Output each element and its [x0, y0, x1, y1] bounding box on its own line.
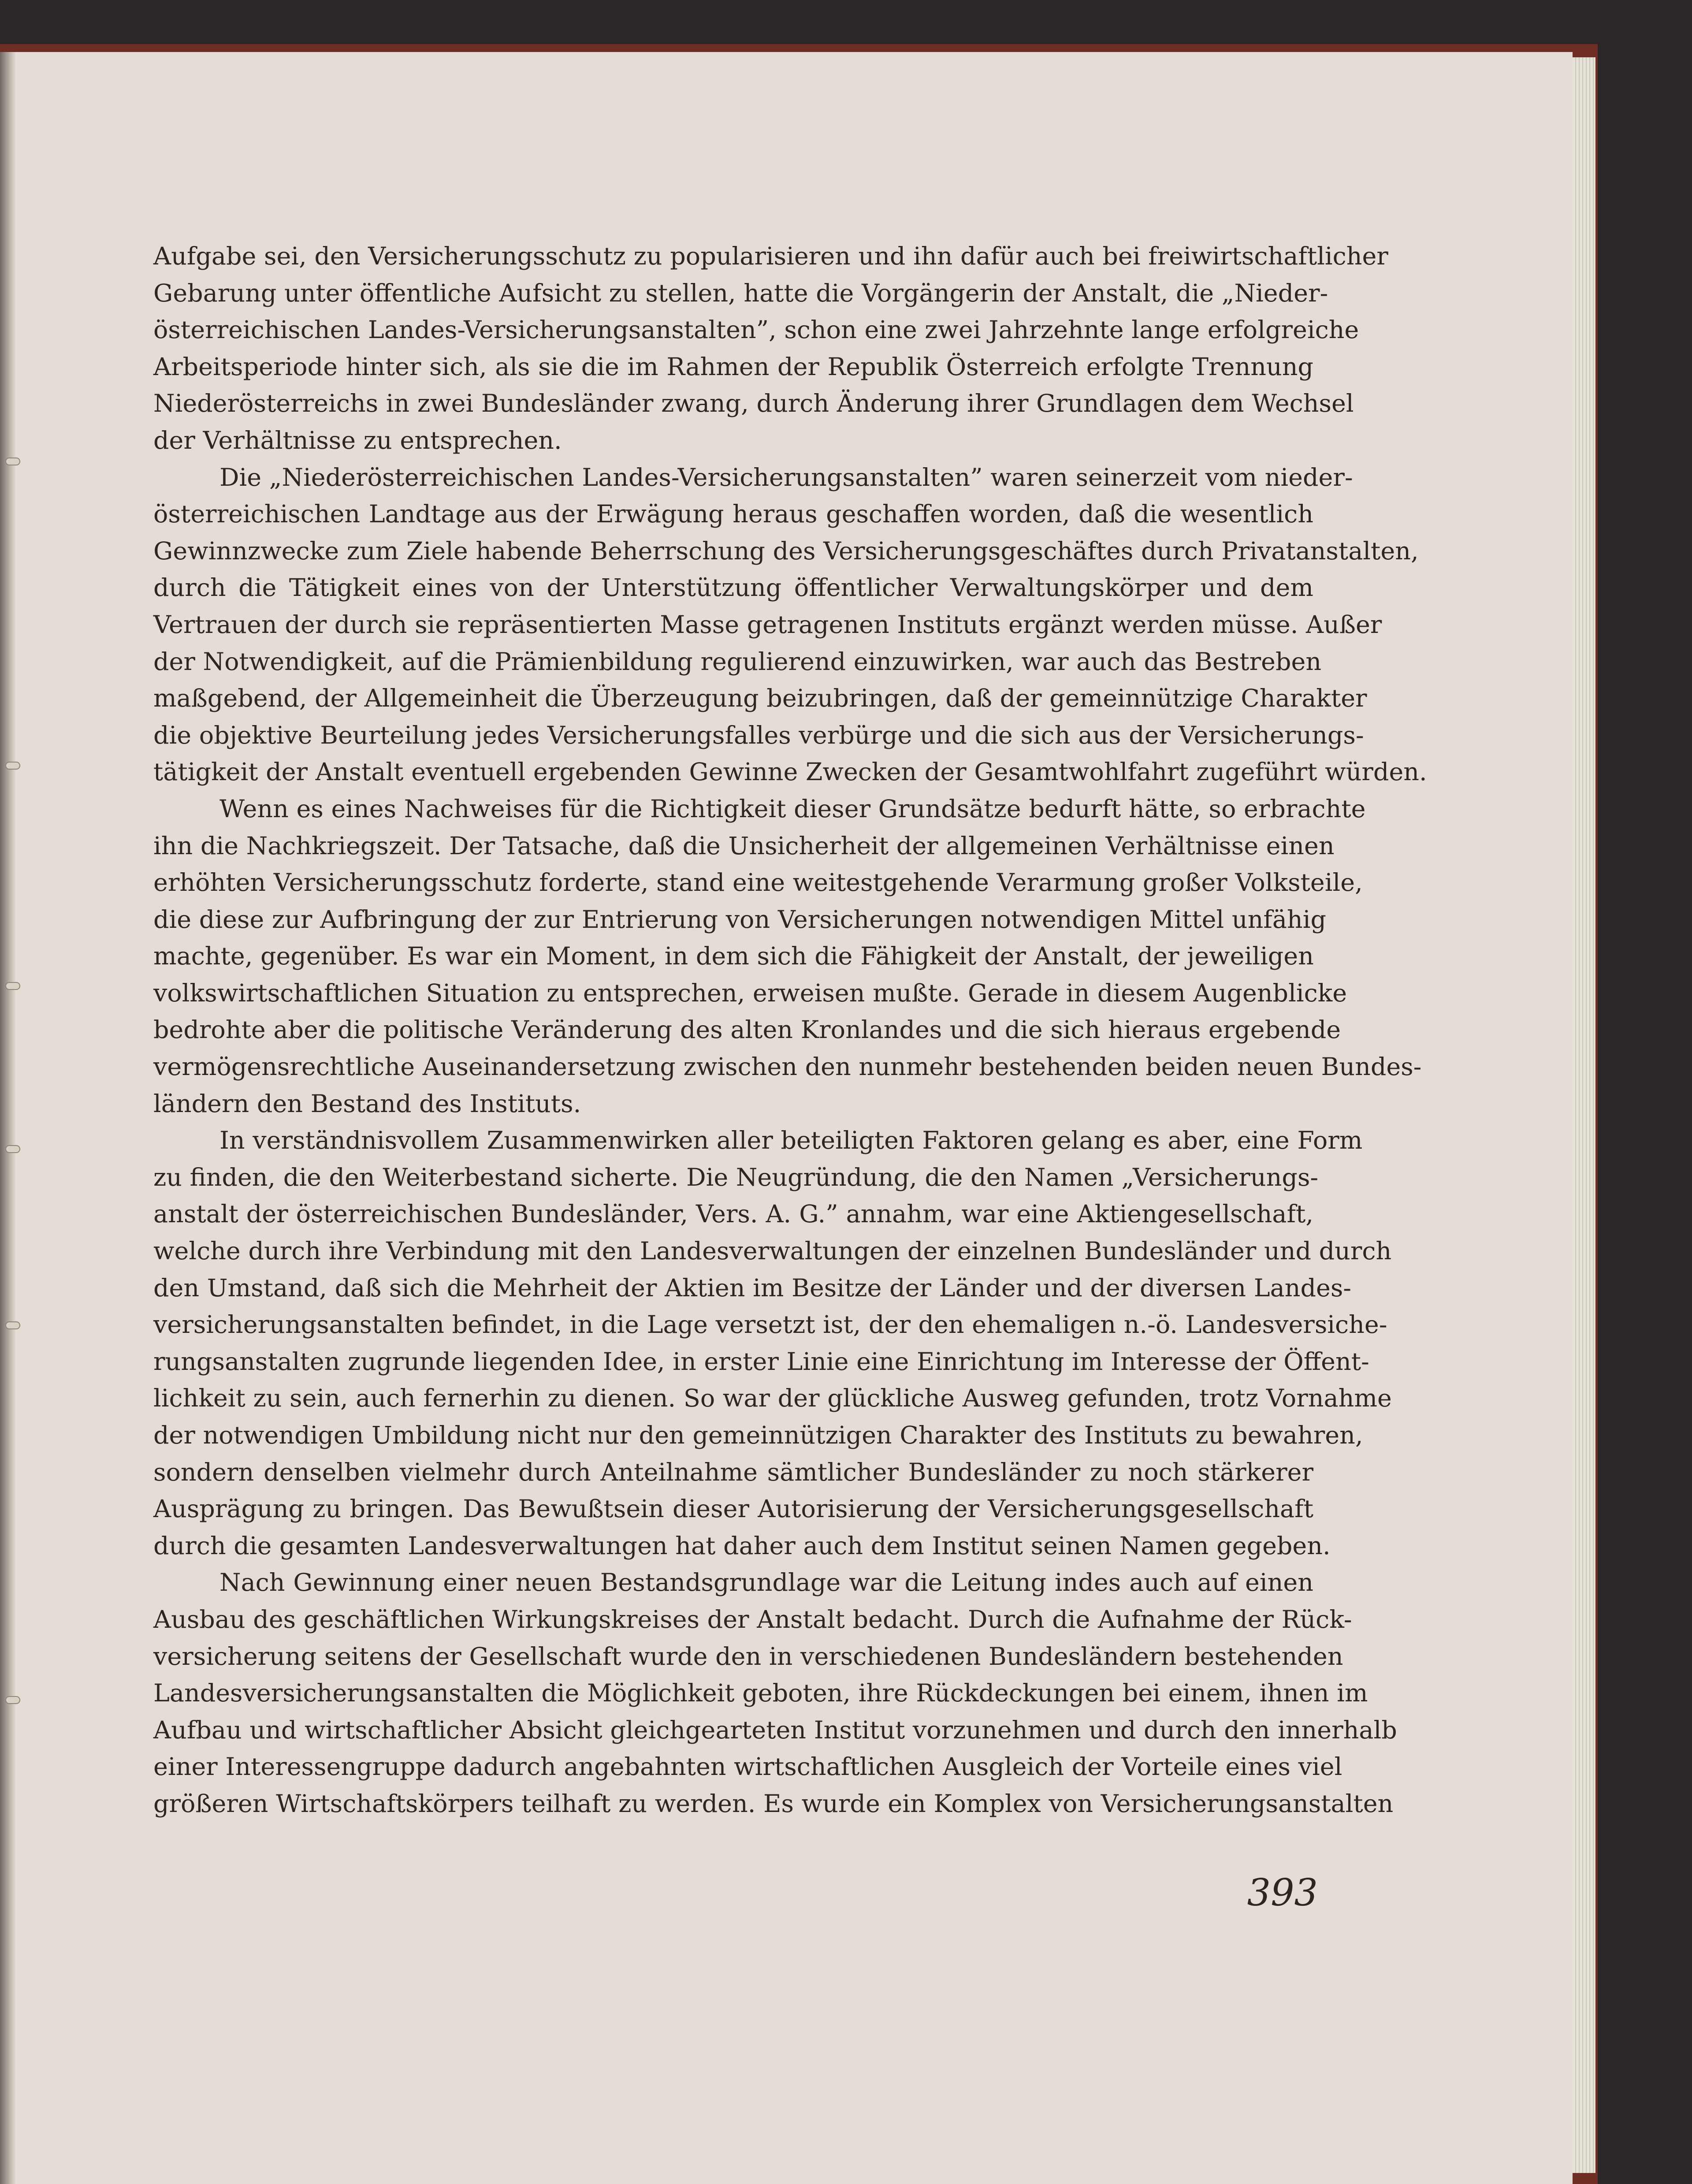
text-line: rungsanstalten zugrunde liegenden Idee, in erster Linie eine Einrichtung im Interesse der Öffent-	[153, 1347, 1369, 1376]
text-line: Die „Niederösterreichischen Landes-Versicherungsanstalten” waren seinerzeit vom nieder-	[219, 463, 1353, 492]
book-binding	[0, 52, 16, 2184]
body-text	[153, 238, 1427, 1823]
text-line: den Umstand, daß sich die Mehrheit der Aktien im Besitze der Länder und der diversen Landes-	[153, 1273, 1352, 1302]
text-line: versicherung seitens der Gesellschaft wurde den in verschiedenen Bundesländern bestehenden	[153, 1642, 1343, 1671]
paragraph	[153, 1564, 1397, 1822]
binding-stitch	[6, 458, 19, 465]
text-line: tätigkeit der Anstalt eventuell ergebenden Gewinne Zwecken der Gesamtwohlfahrt zugeführt würden.	[153, 758, 1427, 787]
text-line: maßgebend, der Allgemeinheit die Überzeugung beizubringen, daß der gemeinnützige Charakter	[153, 684, 1367, 713]
text-line: ländern den Bestand des Instituts.	[153, 1089, 581, 1118]
page-number: 393	[1247, 1871, 1318, 1914]
paragraph	[153, 1122, 1392, 1564]
text-line: Landesversicherungsanstalten die Möglichkeit geboten, ihre Rückdeckungen bei einem, ihnen im	[153, 1679, 1368, 1708]
text-line: ihn die Nachkriegszeit. Der Tatsache, daß die Unsicherheit der allgemeinen Verhältnisse einen	[153, 831, 1335, 860]
paragraph	[153, 791, 1422, 1122]
text-line: bedrohte aber die politische Veränderung des alten Kronlandes und die sich hieraus ergebende	[153, 1016, 1341, 1045]
binding-stitch	[6, 763, 19, 769]
text-line: die diese zur Aufbringung der zur Entrierung von Versicherungen notwendigen Mittel unfähig	[153, 905, 1327, 934]
text-line: vermögensrechtliche Auseinandersetzung zwischen den nunmehr bestehenden beiden neuen Bundes-	[153, 1053, 1422, 1082]
text-line: erhöhten Versicherungsschutz forderte, stand eine weitestgehende Verarmung großer Volksteile,	[153, 868, 1363, 897]
text-line: zu finden, die den Weiterbestand sicherte. Die Neugründung, die den Namen „Versicherungs-	[153, 1163, 1319, 1192]
text-line: Aufgabe sei, den Versicherungsschutz zu popularisieren und ihn dafür auch bei freiwirtschaftlicher	[153, 242, 1388, 271]
text-line: Ausprägung zu bringen. Das Bewußtsein dieser Autorisierung der Versicherungsgesellschaft	[153, 1495, 1313, 1524]
text-line: volkswirtschaftlichen Situation zu entsprechen, erweisen mußte. Gerade in diesem Augenblicke	[153, 979, 1347, 1008]
text-line: Arbeitsperiode hinter sich, als sie die im Rahmen der Republik Österreich erfolgte Trennung	[153, 352, 1313, 381]
text-line: lichkeit zu sein, auch fernerhin zu dienen. So war der glückliche Ausweg gefunden, trotz Vornahme	[153, 1384, 1392, 1413]
text-line: der Verhältnisse zu entsprechen.	[153, 426, 562, 455]
binding-stitch	[6, 1146, 19, 1152]
text-line: sondern denselben vielmehr durch Anteilnahme sämtlicher Bundesländer zu noch stärkerer	[153, 1458, 1313, 1487]
paragraph	[153, 459, 1427, 791]
text-line: durch die gesamten Landesverwaltungen hat daher auch dem Institut seinen Namen gegeben.	[153, 1531, 1331, 1560]
text-line: durch die Tätigkeit eines von der Unterstützung öffentlicher Verwaltungskörper und dem	[153, 573, 1313, 603]
text-line: der Notwendigkeit, auf die Prämienbildung regulierend einzuwirken, war auch das Bestreben	[153, 647, 1322, 676]
text-line: die objektive Beurteilung jedes Versicherungsfalles verbürge und die sich aus der Versicherungs-	[153, 721, 1364, 750]
text-line: Gewinnzwecke zum Ziele habende Beherrschung des Versicherungsgeschäftes durch Privatanstalten,	[153, 536, 1419, 566]
text-line: österreichischen Landes-Versicherungsanstalten”, schon eine zwei Jahrzehnte lange erfolgreiche	[153, 316, 1359, 345]
text-line: Nach Gewinnung einer neuen Bestandsgrundlage war die Leitung indes auch auf einen	[219, 1568, 1313, 1597]
text-line: größeren Wirtschaftskörpers teilhaft zu werden. Es wurde ein Komplex von Versicherungsanstalten	[153, 1789, 1394, 1818]
text-line: österreichischen Landtage aus der Erwägung heraus geschaffen worden, daß die wesentlich	[153, 500, 1313, 529]
text-line: welche durch ihre Verbindung mit den Landesverwaltungen der einzelnen Bundesländer und durch	[153, 1237, 1392, 1266]
paragraph	[153, 238, 1388, 459]
binding-stitch	[6, 983, 19, 989]
page-edges	[1569, 57, 1595, 2173]
text-line: versicherungsanstalten befindet, in die Lage versetzt ist, der den ehemaligen n.-ö. Landesversiche-	[153, 1310, 1387, 1339]
text-line: Niederösterreichs in zwei Bundesländer zwang, durch Änderung ihrer Grundlagen dem Wechsel	[153, 389, 1354, 418]
binding-stitch	[6, 1322, 19, 1328]
text-line: der notwendigen Umbildung nicht nur den gemeinnützigen Charakter des Instituts zu bewahren,	[153, 1421, 1363, 1450]
text-line: Ausbau des geschäftlichen Wirkungskreises der Anstalt bedacht. Durch die Aufnahme der Rück-	[153, 1605, 1352, 1634]
binding-stitch	[6, 1697, 19, 1703]
text-line: Vertrauen der durch sie repräsentierten Masse getragenen Instituts ergänzt werden müsse. Außer	[153, 610, 1382, 639]
text-line: Wenn es eines Nachweises für die Richtigkeit dieser Grundsätze bedurft hätte, so erbrachte	[219, 794, 1366, 823]
text-line: einer Interessengruppe dadurch angebahnten wirtschaftlichen Ausgleich der Vorteile eines viel	[153, 1752, 1342, 1782]
text-line: In verständnisvollem Zusammenwirken aller beteiligten Faktoren gelang es aber, eine Form	[219, 1126, 1363, 1155]
text-line: Gebarung unter öffentliche Aufsicht zu stellen, hatte die Vorgängerin der Anstalt, die „Nieder-	[153, 279, 1328, 308]
text-line: anstalt der österreichischen Bundesländer, Vers. A. G.” annahm, war eine Aktiengesellschaft,	[153, 1200, 1313, 1229]
text-line: machte, gegenüber. Es war ein Moment, in dem sich die Fähigkeit der Anstalt, der jeweiligen	[153, 942, 1314, 971]
text-line: Aufbau und wirtschaftlicher Absicht gleichgearteten Institut vorzunehmen und durch den innerhalb	[153, 1715, 1397, 1745]
